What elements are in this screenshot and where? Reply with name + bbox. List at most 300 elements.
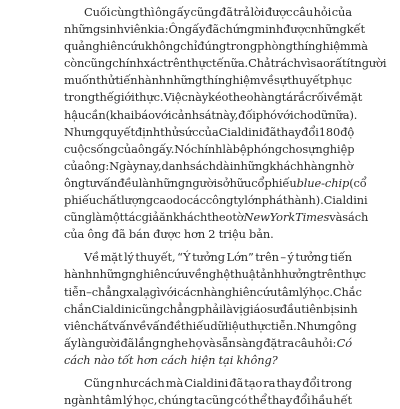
word: cần [85, 107, 106, 122]
text-line [64, 192, 368, 209]
text-line [64, 124, 355, 141]
word: cảnh [171, 107, 199, 122]
word: trên [255, 250, 279, 265]
word: nay, [139, 158, 162, 173]
word: ông [64, 175, 86, 190]
word: Chắc [332, 284, 362, 299]
word: đã [111, 227, 126, 242]
word: Lớn” [226, 250, 254, 265]
word: ấy [176, 5, 191, 19]
word: gì [149, 284, 161, 299]
word: rắc [292, 90, 312, 105]
word: của [64, 158, 85, 173]
word: nghiên [217, 284, 257, 299]
word: những [233, 158, 270, 173]
word: hành [137, 73, 167, 88]
word: những [64, 22, 101, 37]
word: nghiên [128, 267, 168, 282]
word: thuật [229, 267, 261, 282]
word: ra [282, 335, 295, 350]
word: ảnh [260, 267, 282, 282]
word: sẵn [216, 335, 236, 350]
word: công [205, 193, 234, 208]
word: vấn [96, 175, 118, 190]
word: mặt [100, 250, 123, 265]
word: ty [233, 193, 245, 208]
word: của [117, 141, 138, 156]
word: 2 [208, 227, 216, 242]
word: quả [64, 39, 86, 54]
word: thực [340, 267, 366, 282]
word: minh [254, 22, 284, 37]
word: tiến [329, 250, 352, 265]
word: cách [161, 352, 188, 367]
text-line [64, 209, 369, 226]
word: đã [219, 5, 233, 19]
word: hữu [229, 175, 252, 190]
word: thuyết [287, 73, 324, 88]
word: nào [93, 352, 115, 367]
word: hỏi [313, 5, 332, 19]
word: là [138, 175, 149, 190]
word: sinh [333, 301, 358, 316]
text-line [64, 38, 369, 55]
word: đặt [263, 335, 282, 350]
word: cứu [167, 267, 189, 282]
word: đã [205, 22, 220, 37]
word: thực [186, 56, 212, 71]
word: khách [269, 158, 304, 173]
word: phiếu [64, 193, 97, 208]
text-line [64, 4, 352, 21]
word: bản. [249, 227, 274, 242]
word: chẳng [163, 301, 198, 316]
text-line [64, 352, 352, 369]
body-text [64, 4, 387, 409]
text-line [64, 266, 366, 283]
word: đối [238, 107, 256, 122]
word: viên [64, 318, 88, 333]
word: xa [126, 284, 140, 299]
word: Có [336, 335, 352, 350]
word: tế [212, 56, 224, 71]
word: đã [229, 375, 244, 390]
word: thí [292, 39, 309, 54]
word: về [327, 90, 341, 105]
word: đã [120, 335, 135, 350]
word: tốt [117, 352, 134, 367]
word: như [115, 375, 138, 390]
word: chỉ [180, 39, 198, 54]
word: theo [228, 90, 254, 105]
word: Times [295, 210, 330, 225]
word: không? [236, 352, 278, 367]
word: về [188, 267, 202, 282]
word: phó [255, 107, 277, 122]
word: những [310, 22, 347, 37]
word: bán [128, 227, 150, 242]
word: trên [163, 56, 187, 71]
word: tác [124, 210, 142, 225]
word: về [260, 73, 274, 88]
word: thay [276, 375, 302, 390]
word: ông: [84, 158, 110, 173]
word: sách [342, 210, 369, 225]
text-line [64, 107, 358, 124]
word: Nhưng [64, 124, 103, 139]
word: ông [335, 318, 357, 333]
text-line [64, 301, 358, 318]
word: nhờ [332, 158, 354, 173]
word: của [198, 124, 219, 139]
word: danh [161, 158, 190, 173]
word: cho [293, 107, 314, 122]
word: tưởng [192, 250, 225, 265]
word: tâm [100, 393, 123, 408]
word: vấn [146, 318, 167, 333]
word: cũng [135, 301, 164, 316]
word: Cuối [84, 5, 111, 19]
word: cách [138, 375, 165, 390]
word: các [186, 193, 206, 208]
word: ít [346, 56, 355, 71]
word: cứu [124, 39, 145, 54]
word: họ [188, 335, 203, 350]
word: người [354, 56, 387, 71]
word: phát [261, 193, 288, 208]
text-line [64, 335, 352, 352]
word: kéo [208, 90, 229, 105]
word: mà [165, 375, 184, 390]
word: học, [133, 393, 158, 408]
word: tâm [277, 284, 300, 299]
word: New [243, 210, 270, 225]
word: với [160, 284, 178, 299]
word: những [166, 73, 203, 88]
word: là [222, 301, 233, 316]
word: định [134, 124, 161, 139]
word: nghiên [85, 39, 125, 54]
word: thiếu [180, 318, 211, 333]
word: cùng [110, 5, 139, 19]
word: chính [190, 141, 223, 156]
word: ý [287, 250, 294, 265]
word: sở [217, 175, 230, 190]
word: bị [323, 301, 334, 316]
word: đầu [279, 301, 302, 316]
word: hành [64, 267, 93, 282]
word: phải [197, 301, 223, 316]
word: hàng [253, 90, 282, 105]
word: – [280, 250, 287, 265]
word: lý [299, 284, 310, 299]
text-line [64, 21, 365, 38]
word: ấy [192, 22, 206, 37]
word: lắng [134, 335, 160, 350]
word: Về [84, 250, 100, 265]
word: tiễn [64, 284, 87, 299]
word: sinh [100, 22, 124, 37]
word: lạ [139, 284, 150, 299]
word: lời [250, 5, 265, 19]
text-line [64, 284, 362, 301]
word: trả [233, 5, 250, 19]
word: thử [160, 124, 180, 139]
word: thể [248, 393, 267, 408]
word: tiễn. [270, 318, 297, 333]
word: rối [311, 90, 328, 105]
word: vì [300, 56, 311, 71]
word: khách [172, 210, 208, 225]
word: thí [202, 73, 218, 88]
word: ông [137, 141, 160, 156]
word: những [92, 267, 129, 282]
word: tiên [301, 301, 324, 316]
word: trách [270, 56, 301, 71]
word: sư [266, 301, 280, 316]
word: câu [292, 5, 314, 19]
word: chúng [157, 393, 194, 408]
word: kia: [147, 22, 169, 37]
word: sao [310, 56, 330, 71]
word: của [64, 227, 85, 242]
word: Cialdini [91, 301, 136, 316]
word: “Ý [177, 250, 191, 265]
word: là [77, 335, 88, 350]
word: phóng [246, 141, 283, 156]
word: hàng [303, 158, 333, 173]
word: về [133, 318, 147, 333]
word: được [153, 227, 181, 242]
word: Cialdini [184, 375, 229, 390]
word: cũng [64, 210, 92, 225]
word: Chả [248, 56, 271, 71]
word: hầu [311, 393, 333, 408]
word: thay [267, 393, 293, 408]
word: là [222, 141, 233, 156]
word: nhà [196, 284, 218, 299]
word: cách [64, 352, 91, 367]
word: cao [152, 193, 173, 208]
word: cũng [190, 5, 219, 19]
word: những [148, 175, 186, 190]
word: tại [218, 352, 234, 367]
word: ra [263, 375, 276, 390]
word: Nhưng [296, 318, 336, 333]
word: có [234, 393, 248, 408]
word: câu [294, 335, 315, 350]
word: tưởng [295, 250, 329, 265]
word: kết [346, 22, 365, 37]
word: nữa). [328, 107, 358, 122]
word: lý [122, 393, 133, 408]
word: ông [155, 5, 177, 19]
text-line [64, 249, 352, 266]
word: hết [333, 393, 352, 408]
word: tư [85, 175, 97, 190]
word: sức [179, 124, 199, 139]
word: ta [193, 393, 206, 408]
word: sự [274, 73, 288, 88]
word: cứu [256, 284, 278, 299]
word: giới [113, 90, 135, 105]
word: vấn [112, 318, 134, 333]
word: đổi [302, 375, 320, 390]
word: phiếu [264, 175, 297, 190]
word: được [264, 5, 293, 19]
word: đổi [301, 124, 319, 139]
text-line [64, 375, 352, 392]
word: Nó [174, 141, 191, 156]
word: nghiệm [308, 39, 351, 54]
word: nữa. [223, 56, 249, 71]
word: hành). [287, 193, 324, 208]
word: người [88, 335, 121, 350]
word: chất [96, 193, 121, 208]
word: và [329, 210, 343, 225]
word: cuộc [64, 141, 91, 156]
word: người [185, 175, 218, 190]
word: Việc [163, 90, 188, 105]
word: dữ [210, 318, 225, 333]
word: trong [226, 39, 258, 54]
word: nghe [159, 335, 189, 350]
word: đúng [197, 39, 227, 54]
word: hỏi: [315, 335, 337, 350]
word: lý [123, 250, 134, 265]
word: cho [282, 141, 303, 156]
word: đề [166, 318, 181, 333]
word: Ngày [109, 158, 140, 173]
word: trong [320, 375, 352, 390]
word: phục [324, 73, 352, 88]
word: báo [134, 107, 155, 122]
word: vị [232, 301, 243, 316]
word: blue-chip [296, 175, 350, 190]
word: cũng [84, 56, 113, 71]
word: đổi [292, 393, 311, 408]
word: sách [189, 158, 216, 173]
word: này [187, 90, 209, 105]
word: 180 [318, 124, 341, 139]
word: thử [96, 73, 116, 88]
word: là [91, 210, 103, 225]
word: các [177, 284, 197, 299]
word: nghiệm [217, 73, 261, 88]
word: thế [95, 90, 114, 105]
word: Cialdini [323, 193, 368, 208]
word: York [269, 210, 296, 225]
word: nghiệp [315, 141, 355, 156]
word: ăn [159, 210, 173, 225]
word: đều [117, 175, 139, 190]
word: tạo [244, 375, 263, 390]
text-line [64, 392, 352, 409]
word: ông [87, 227, 109, 242]
word: chứng [219, 22, 255, 37]
word: hiện [190, 352, 216, 367]
word: không [144, 39, 181, 54]
word: cổ [251, 175, 265, 190]
word: nghệ [201, 267, 230, 282]
word: tá [281, 90, 293, 105]
text-line [64, 318, 357, 335]
word: đã [262, 124, 277, 139]
word: học. [309, 284, 333, 299]
word: thay [276, 124, 302, 139]
word: lượng [121, 193, 153, 208]
word: trong [64, 90, 96, 105]
word: triệu [218, 227, 246, 242]
word: ấy [64, 335, 78, 350]
text-line [64, 141, 355, 158]
word: Cialdini [218, 124, 263, 139]
word: lớn [244, 193, 262, 208]
word: – [86, 284, 92, 299]
word: viên [123, 22, 148, 37]
word: và [202, 335, 216, 350]
word: với [276, 107, 294, 122]
text-line [64, 175, 367, 192]
word: trên [316, 267, 341, 282]
word: hơn [183, 227, 206, 242]
word: dài [215, 158, 234, 173]
word: thực [245, 318, 271, 333]
word: mà [350, 39, 369, 54]
word: chắn [64, 301, 92, 316]
word: xác [143, 56, 164, 71]
text-line [64, 55, 387, 72]
text-line [64, 226, 352, 243]
word: bệ [232, 141, 247, 156]
text-line [64, 89, 363, 106]
word: tờ [232, 210, 244, 225]
word: phòng [257, 39, 293, 54]
word: cũng [205, 393, 234, 408]
word: muốn [64, 73, 97, 88]
word: này, [215, 107, 239, 122]
word: do [172, 193, 187, 208]
word: hưởng [281, 267, 317, 282]
word: hậu [64, 107, 86, 122]
text-line [64, 72, 352, 89]
word: độ [340, 124, 355, 139]
word: theo [207, 210, 233, 225]
word: được [283, 22, 311, 37]
word: chính [112, 56, 144, 71]
word: giả [141, 210, 160, 225]
word: một [102, 210, 125, 225]
word: Ông [168, 22, 193, 37]
word: thì [139, 5, 155, 19]
word: quyết [102, 124, 135, 139]
word: hơn [136, 352, 158, 367]
word: ấy. [159, 141, 175, 156]
word: (khai [105, 107, 135, 122]
word: của [331, 5, 352, 19]
word: thuyết, [135, 250, 176, 265]
word: còn [64, 56, 85, 71]
word: chẳng [91, 284, 127, 299]
word: sàng [236, 335, 263, 350]
word: Cũng [84, 375, 115, 390]
word: ngành [64, 393, 100, 408]
word: với [154, 107, 172, 122]
word: dữ [313, 107, 329, 122]
word: tiến [115, 73, 138, 88]
word: thực. [134, 90, 164, 105]
word: sống [90, 141, 118, 156]
